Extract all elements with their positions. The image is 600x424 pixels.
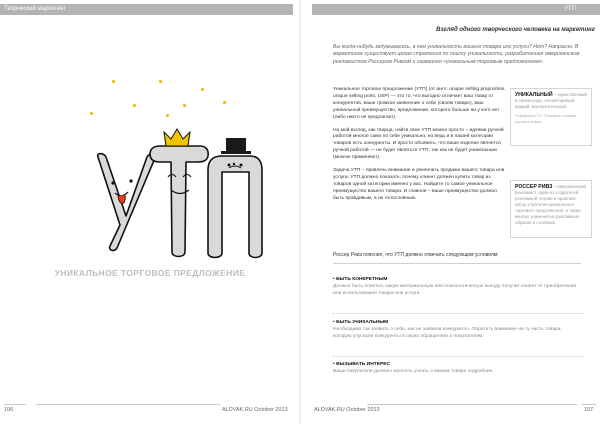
sidebar-box-definition <box>510 88 592 146</box>
condition-item <box>333 320 578 340</box>
conditions-lead: Россер Ривз пояснил, что УТП должно отвечать следующим условиям: <box>333 252 499 258</box>
footer-rule <box>36 404 220 405</box>
condition-text: Ваши покупатели должны захотеть узнать о вашем товаре подробнее. <box>333 368 494 374</box>
left-header-bar: Творческий маркетинг <box>0 4 293 15</box>
condition-separator <box>333 356 583 357</box>
condition-item <box>333 277 578 297</box>
letter-t-character <box>150 129 208 257</box>
condition-separator <box>333 313 583 314</box>
paragraph-opinion: На мой взгляд, как творца, найти свое УТП можно просто – идеями ручной работой многое само по себе уникально, но ведь и в нашей категории товаров есть конкуренты. И просто объявить, что ваше изделие является ручной работой — не будет являться УТП, так как не будет уникальным (многие применяют). <box>333 127 504 161</box>
condition-heading: • БЫТЬ КОНКРЕТНЫМ <box>333 277 388 282</box>
page-gutter <box>299 0 301 424</box>
illustration-caption: УНИКАЛЬНОЕ ТОРГОВОЕ ПРЕДЛОЖЕНИЕ <box>54 268 246 278</box>
footer-rule <box>582 404 596 405</box>
right-footer-magazine: ALDVAK.RU October 2013 <box>314 407 380 413</box>
left-page-number: 106 <box>4 407 14 413</box>
article-intro: Вы когда-нибудь задумывались, в чем уникальность вашего товара или услуги? Нет? Напрасно. В маркетинге существует целая стратегия по поиску уникальности, разработанная американским рекламистом Россером Ривзом и названная «уникальным торговым предложением». <box>333 44 580 65</box>
box-text: – американский рекламист, один из создателей рекламной теории и практики, автор стратегии уникального торгового предложения, а также многих знаменитых рекламных образов и слоганов. <box>515 184 587 225</box>
condition-heading: • ВЫЗЫВАТЬ ИНТЕРЕС <box>333 362 391 367</box>
condition-text: Необходимо так заявить о себе, как не заявили конкуренты. Обратить внимание на ту часть товара, которую упускали конкуренты в своих обращениях к покупателям. <box>333 326 562 339</box>
left-footer-magazine: ALDVAK.RU October 2013 <box>222 407 288 413</box>
letter-p-character <box>208 138 262 258</box>
footer-rule <box>4 404 26 405</box>
condition-heading: • БЫТЬ УНИКАЛЬНЫМ <box>333 320 389 325</box>
main-text-column <box>333 87 508 209</box>
box-title: УНИКАЛЬНЫЙ <box>515 92 553 98</box>
utp-letters-illustration <box>0 0 300 270</box>
footer-rule <box>367 404 577 405</box>
right-header-bar: УТП <box>312 4 600 15</box>
box-title: РОССЕР РИВЗ <box>515 184 553 190</box>
paragraph-task: Задача УТП – привлечь внимание и увеличить продажи вашего товара или услуги. УТП должно показать, почему клиент должен купить товар из товаров одной категории именно у вас. Найдите то самое уникальное преимущество вашего товара. И главное – ваше преимущество должно быть правдивым, а не голословным. <box>333 168 505 201</box>
letter-u-character <box>98 154 156 251</box>
section-divider <box>333 263 581 264</box>
article-kicker: Взгляд одного творческого человека на маркетинг <box>436 27 595 33</box>
box-text: – единственный в своем роде, неповторимый, редкий, исключительный. <box>515 92 587 109</box>
sidebar-box-rosser-reeves <box>510 180 592 238</box>
condition-item <box>333 362 578 376</box>
paragraph-definition: Уникальное торговое предложение (УТП) (от англ. unique selling proposition, unique selling point, USP) — это то, что выгодно отличает ваш товар от конкурентов, ваше громкое заявление о себе (своем товаре), ваш уникальный преимущество, предложение, которого больше ни у кого нет (либо никто не предлагает). <box>333 87 506 120</box>
box-source: Я формулы ТЭ. Толковый словарь русского языка. <box>515 114 577 124</box>
condition-text: Должно быть понятно, какую материальную или психологическую выгоду получит клиент от приобретения или использования товара или услуги. <box>333 283 577 296</box>
right-page-number: 107 <box>584 407 594 413</box>
